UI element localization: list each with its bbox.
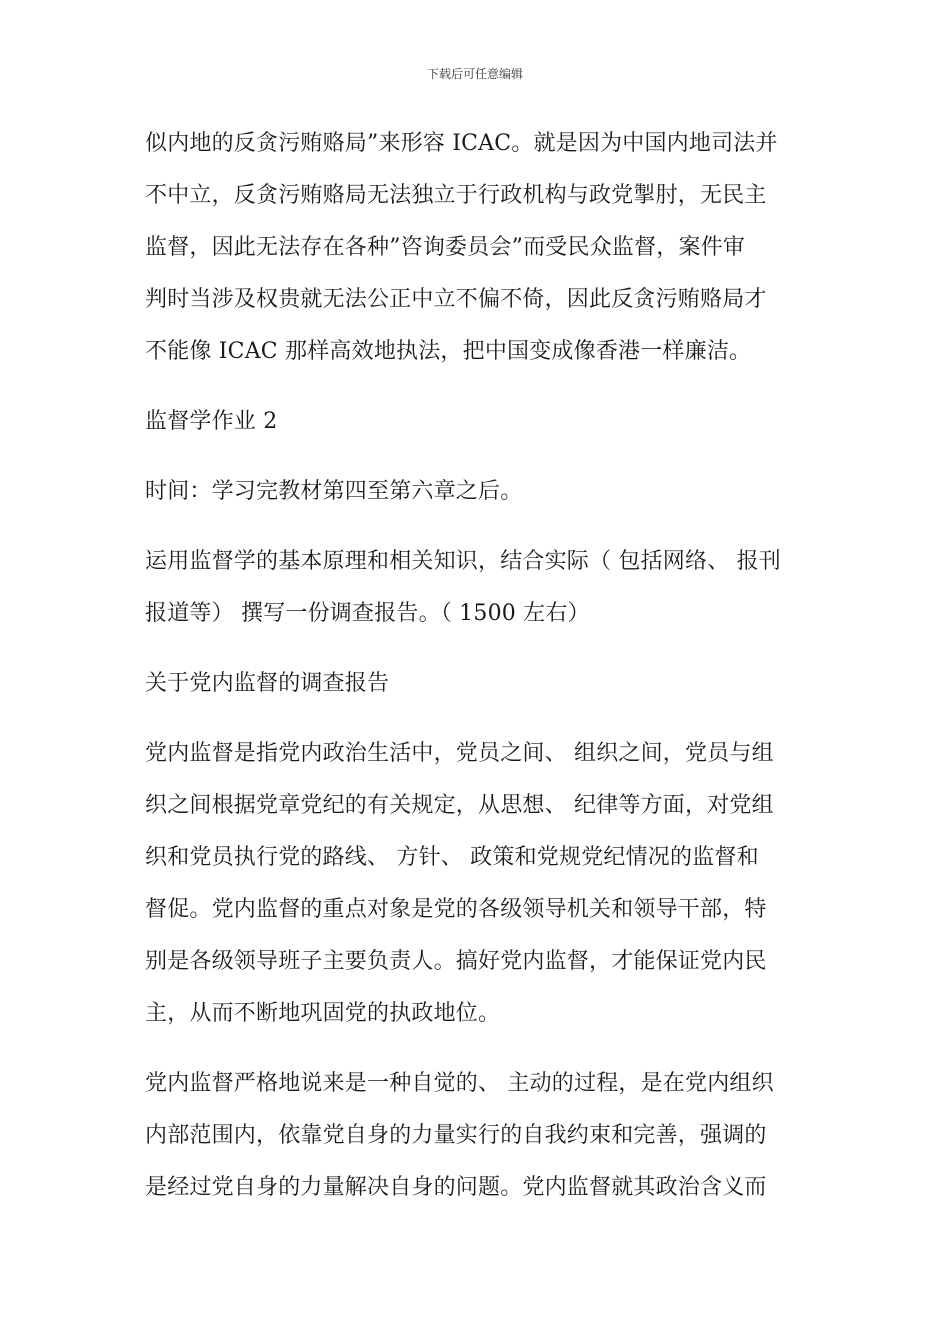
text-line: 判时当涉及权贵就无法公正中立不偏不倚，因此反贪污贿赂局才 [145, 287, 767, 312]
assignment-instructions [145, 536, 810, 640]
report-title [145, 658, 810, 710]
text-line: 报道等） 撰写一份调查报告。（ 1500 左右） [145, 601, 590, 626]
text-line: 内部范围内，依靠党自身的力量实行的自我约束和完善，强调的 [145, 1123, 767, 1148]
paragraph-self-discipline [145, 1058, 810, 1214]
paragraph-icac [145, 118, 810, 378]
text-line: 主，从而不断地巩固党的执政地位。 [145, 1001, 501, 1026]
text-line: 党内监督严格地说来是一种自觉的、 主动的过程，是在党内组织 [145, 1071, 774, 1096]
text-line: 监督学作业 2 [145, 409, 278, 434]
document-body [145, 118, 810, 1232]
assignment-title [145, 396, 810, 448]
text-line: 时间：学习完教材第四至第六章之后。 [145, 479, 523, 504]
text-line: 监督，因此无法存在各种”咨询委员会”而受民众监督，案件审 [145, 235, 746, 260]
text-line: 似内地的反贪污贿赂局”来形容 ICAC。就是因为中国内地司法并 [145, 131, 778, 156]
text-line: 织之间根据党章党纪的有关规定，从思想、 纪律等方面，对党组 [145, 793, 774, 818]
text-line: 关于党内监督的调查报告 [145, 671, 390, 696]
text-line: 不能像 ICAC 那样高效地执法，把中国变成像香港一样廉洁。 [145, 339, 752, 364]
text-line: 运用监督学的基本原理和相关知识，结合实际（ 包括网络、 报刊 [145, 549, 781, 574]
text-line: 别是各级领导班子主要负责人。搞好党内监督，才能保证党内民 [145, 949, 767, 974]
text-line: 党内监督是指党内政治生活中，党员之间、 组织之间，党员与组 [145, 741, 774, 766]
text-line: 织和党员执行党的路线、 方针、 政策和党规党纪情况的监督和 [145, 845, 759, 870]
assignment-time [145, 466, 810, 518]
paragraph-definition [145, 728, 810, 1040]
text-line: 不中立，反贪污贿赂局无法独立于行政机构与政党掣肘，无民主 [145, 183, 767, 208]
text-line: 督促。党内监督的重点对象是党的各级领导机关和领导干部，特 [145, 897, 767, 922]
header-note: 下载后可任意编辑 [426, 67, 523, 81]
text-line: 是经过党自身的力量解决自身的问题。党内监督就其政治含义而 [145, 1175, 767, 1200]
